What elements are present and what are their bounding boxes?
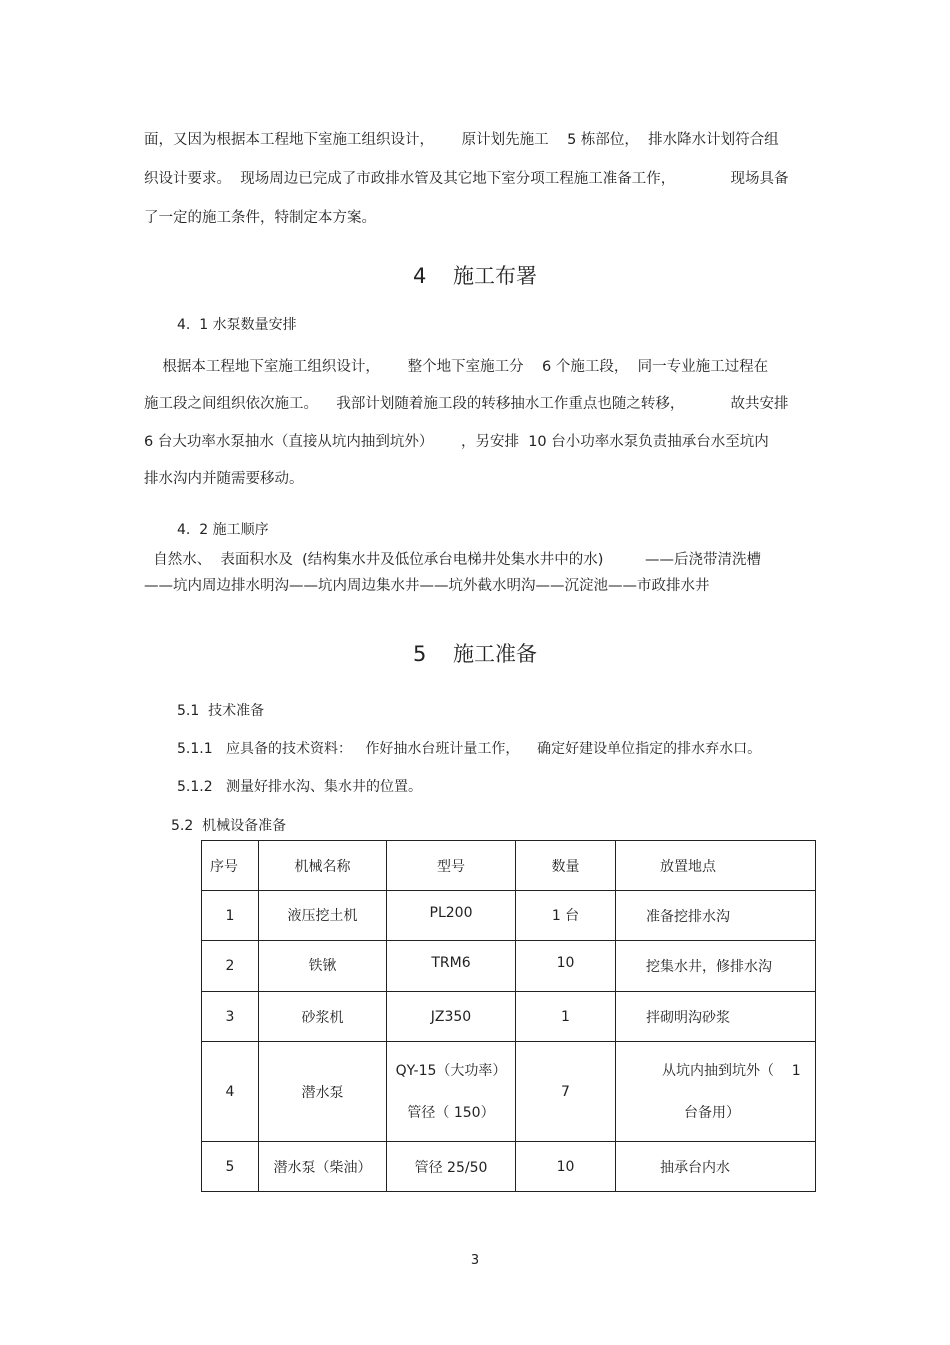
cell-location: 拌砌明沟砂浆	[616, 992, 816, 1042]
section-5-title: 5 施工准备	[412, 642, 538, 666]
cell-location-line-2: 台备用）	[684, 1104, 740, 1121]
cell-no: 3	[202, 992, 259, 1042]
s42-line-2: ——坑内周边排水明沟——坑内周边集水井——坑外截水明沟——沉淀池——市政排水井	[144, 578, 710, 594]
intro-line-2: 织设计要求。 现场周边已完成了市政排水管及其它地下室分项工程施工准备工作， 现场具备	[144, 171, 789, 187]
s42-line-1: 自然水、 表面积水及 (结构集水井及低位承台电梯井处集水井中的水) ——后浇带清洗槽	[144, 552, 761, 568]
cell-qty: 1	[516, 992, 616, 1042]
cell-model-line-2: 管径（ 150）	[407, 1104, 495, 1121]
header-location: 放置地点	[616, 841, 816, 891]
s41-line-4: 排水沟内并随需要移动。	[144, 471, 304, 487]
cell-location-line-1: 从坑内抽到坑外（ 1	[662, 1062, 801, 1079]
cell-name: 潜水泵（柴油）	[259, 1142, 387, 1192]
cell-no: 2	[202, 941, 259, 992]
section-4-title: 4 施工布署	[412, 264, 538, 288]
header-no: 序号	[202, 841, 259, 891]
section-5-2-heading: 5.2 机械设备准备	[171, 818, 287, 834]
cell-no: 5	[202, 1142, 259, 1192]
cell-no: 4	[202, 1042, 259, 1142]
table-row	[202, 941, 816, 992]
header-model: 型号	[387, 841, 516, 891]
cell-qty: 7	[516, 1042, 616, 1142]
cell-no: 1	[202, 891, 259, 941]
cell-qty: 1 台	[516, 891, 616, 941]
cell-model: 管径 25/50	[387, 1142, 516, 1192]
section-5-1-2: 5.1.2 测量好排水沟、集水井的位置。	[177, 779, 422, 795]
cell-location	[616, 1042, 816, 1142]
cell-location: 挖集水井，修排水沟	[616, 941, 816, 992]
cell-model	[387, 1042, 516, 1142]
cell-location: 准备挖排水沟	[616, 891, 816, 941]
table-row	[202, 1142, 816, 1192]
cell-qty: 10	[516, 941, 616, 992]
section-4-2-heading: 4. 2 施工顺序	[177, 522, 269, 538]
header-name: 机械名称	[259, 841, 387, 891]
section-5-1-heading: 5.1 技术准备	[177, 703, 265, 719]
section-4-1-heading: 4. 1 水泵数量安排	[177, 317, 297, 333]
cell-name: 砂浆机	[259, 992, 387, 1042]
cell-model: PL200	[387, 891, 516, 941]
table-row	[202, 1042, 816, 1142]
s41-line-1: 根据本工程地下室施工组织设计， 整个地下室施工分 6 个施工段， 同一专业施工过程在	[144, 359, 769, 375]
intro-line-3: 了一定的施工条件，特制定本方案。	[144, 210, 376, 226]
s41-line-3: 6 台大功率水泵抽水（直接从坑内抽到坑外） ，另安排 10 台小功率水泵负责抽承台水至坑内	[144, 434, 769, 450]
cell-model-line-1: QY-15（大功率）	[395, 1062, 507, 1079]
cell-model: TRM6	[387, 941, 516, 992]
cell-qty: 10	[516, 1142, 616, 1192]
cell-model: JZ350	[387, 992, 516, 1042]
equipment-table	[201, 840, 816, 1192]
s41-line-2: 施工段之间组织依次施工。 我部计划随着施工段的转移抽水工作重点也随之转移， 故共安排	[144, 396, 789, 412]
table-row	[202, 891, 816, 941]
intro-line-1: 面，又因为根据本工程地下室施工组织设计， 原计划先施工 5 栋部位， 排水降水计划符合组	[144, 132, 779, 148]
cell-location: 抽承台内水	[616, 1142, 816, 1192]
section-5-1-1: 5.1.1 应具备的技术资料： 作好抽水台班计量工作， 确定好建设单位指定的排水弃水口。	[177, 741, 762, 757]
cell-name: 铁锹	[259, 941, 387, 992]
table-row	[202, 992, 816, 1042]
cell-name: 潜水泵	[259, 1042, 387, 1142]
cell-name: 液压挖土机	[259, 891, 387, 941]
table-header-row	[202, 841, 816, 891]
header-qty: 数量	[516, 841, 616, 891]
page-number: 3	[470, 1253, 480, 1268]
